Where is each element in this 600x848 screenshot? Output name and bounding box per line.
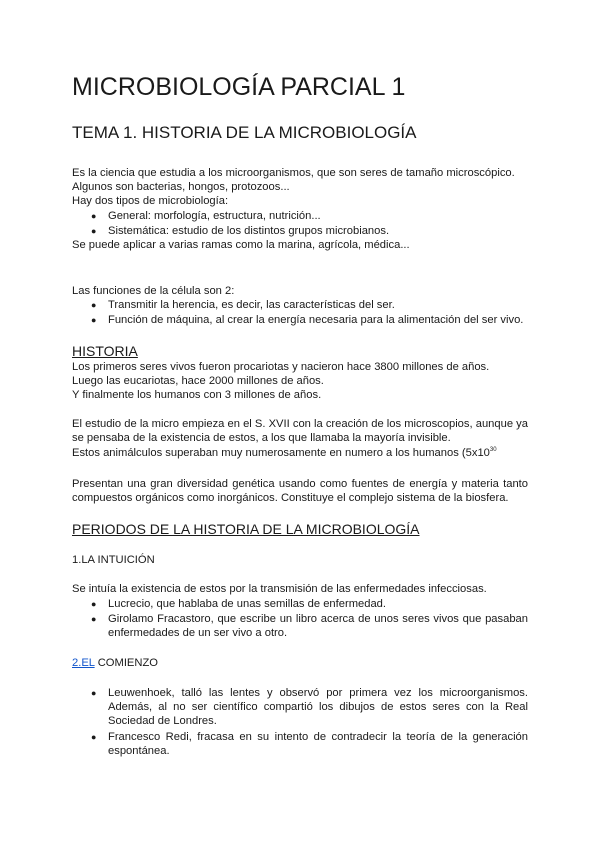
intuicion-lead: Se intuía la existencia de estos por la transmisión de las enfermedades infecciosas. — [72, 583, 487, 595]
bullet-icon: ● — [91, 688, 97, 698]
historia-paragraph-4: Presentan una gran diversidad genética usando como fuentes de energía y materia tanto compuestos orgánicos como inorgánicos. Constituye el complejo sistema de la biosfera. — [72, 478, 528, 504]
list-item-text: Francesco Redi, fracasa en su intento de contradecir la teoría de la generación espontánea. — [108, 731, 528, 757]
list-item-text: Sistemática: estudio de los distintos grupos microbianos. — [108, 225, 390, 237]
periodos-heading: PERIODOS DE LA HISTORIA DE LA MICROBIOLOGÍA — [72, 521, 420, 537]
funciones-lead: Las funciones de la célula son 2: — [72, 285, 235, 297]
historia-line-2: Luego las eucariotas, hace 2000 millones de años. — [72, 375, 324, 387]
intro-line-1: Es la ciencia que estudia a los microorganismos, que son seres de tamaño microscópico. — [72, 167, 515, 179]
bullet-icon: ● — [91, 614, 97, 624]
intro-line-2: Algunos son bacterias, hongos, protozoos... — [72, 181, 290, 193]
exponent: 30 — [489, 447, 497, 453]
historia-paragraph-3 — [72, 446, 497, 460]
list-item-text: General: morfología, estructura, nutrición... — [108, 210, 321, 222]
historia-heading: HISTORIA — [72, 343, 138, 359]
bullet-icon: ● — [91, 211, 97, 221]
bullet-icon: ● — [91, 300, 97, 310]
heading-rest: COMIENZO — [94, 657, 159, 669]
list-item — [91, 209, 321, 223]
intro-line-4: Se puede aplicar a varias ramas como la marina, agrícola, médica... — [72, 239, 410, 251]
list-item — [91, 730, 528, 758]
bullet-icon: ● — [91, 599, 97, 609]
paragraph-3-text: Estos animálculos superaban muy numerosamente en numero a los humanos (5x10 — [72, 447, 490, 459]
bullet-icon: ● — [91, 732, 97, 742]
list-item — [91, 224, 390, 238]
intro-line-3: Hay dos tipos de microbiología: — [72, 195, 229, 207]
list-item-text: Lucrecio, que hablaba de unas semillas de enfermedad. — [108, 598, 387, 610]
bullet-icon: ● — [91, 226, 97, 236]
list-item-text: Leuwenhoek, talló las lentes y observó por primera vez los microorganismos. Además, al no ser científico compartió los dibujos de estos seres con la Real Sociedad de Londres. — [108, 687, 528, 727]
subsection-heading-comienzo — [72, 656, 158, 670]
list-item-text: Transmitir la herencia, es decir, las características del ser. — [108, 299, 395, 311]
list-item — [91, 313, 524, 327]
list-item — [91, 686, 528, 728]
subsection-heading-intuicion: 1.LA INTUICIÓN — [72, 554, 155, 566]
section-heading-tema: TEMA 1. HISTORIA DE LA MICROBIOLOGÍA — [72, 123, 417, 142]
historia-line-1: Los primeros seres vivos fueron procariotas y nacieron hace 3800 millones de años. — [72, 361, 490, 373]
list-item-text: Función de máquina, al crear la energía necesaria para la alimentación del ser vivo. — [108, 314, 524, 326]
list-item-text: Girolamo Fracastoro, que escribe un libro acerca de unos seres vivos que pasaban enfermedades de un ser vivo a otro. — [108, 613, 528, 639]
list-item — [91, 298, 395, 312]
bullet-icon: ● — [91, 315, 97, 325]
historia-paragraph-2: El estudio de la micro empieza en el S. XVII con la creación de los microscopios, aunque ya se pensaba de la existencia de estos, a los que llamaba la mayoría invisible. — [72, 418, 528, 444]
heading-link[interactable]: 2.EL — [72, 657, 95, 669]
list-item — [91, 597, 528, 611]
document-title: MICROBIOLOGÍA PARCIAL 1 — [72, 73, 406, 101]
list-item — [91, 612, 528, 640]
historia-line-3: Y finalmente los humanos con 3 millones de años. — [72, 389, 322, 401]
